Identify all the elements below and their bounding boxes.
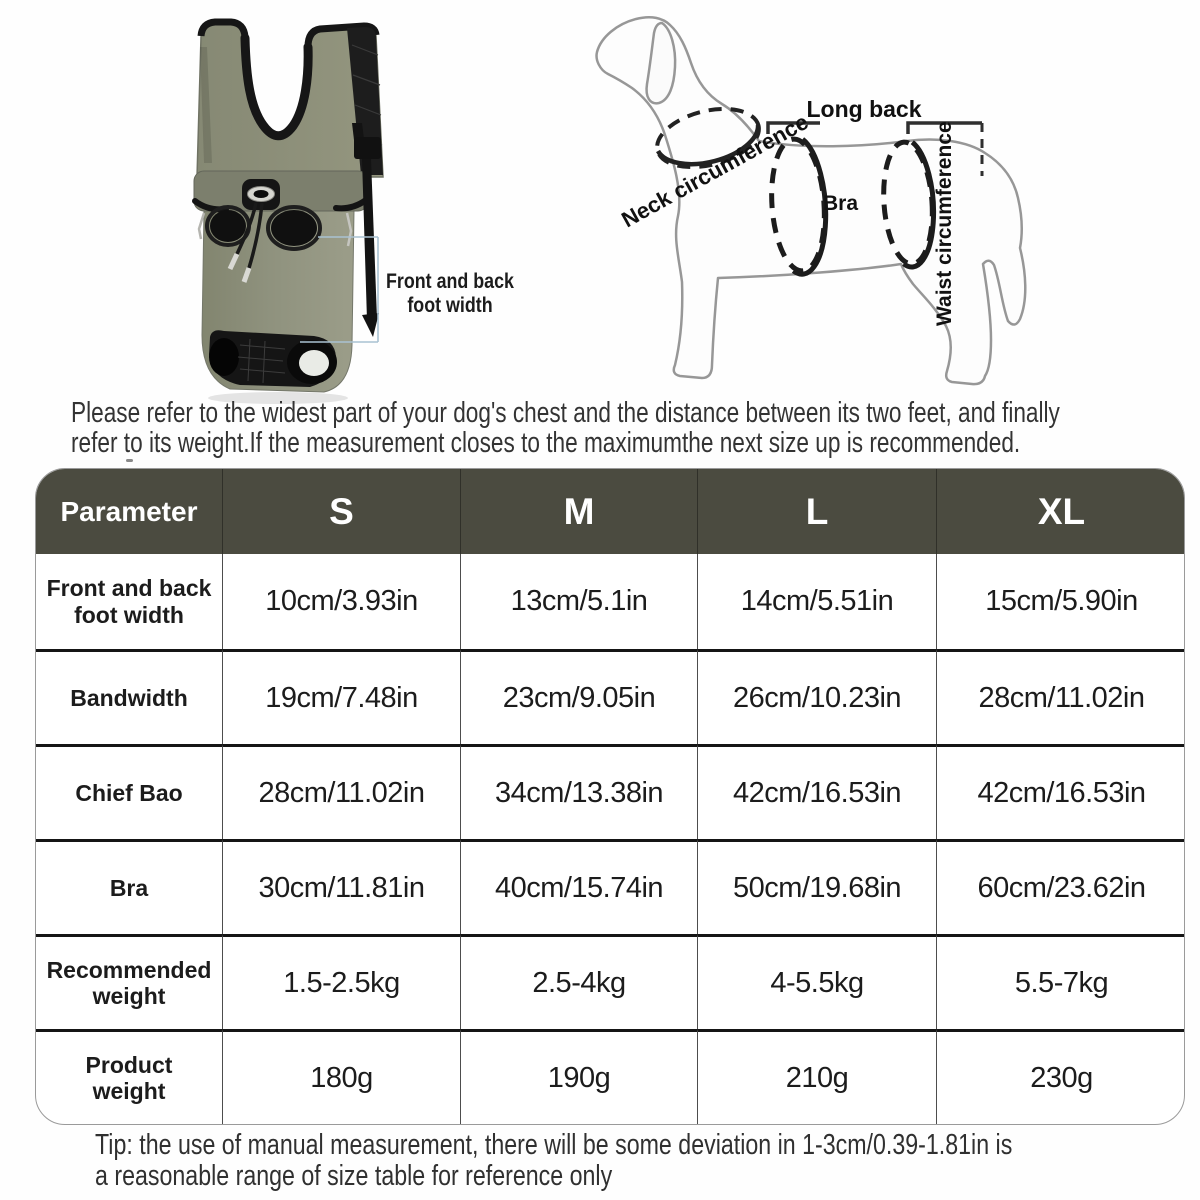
- foot-width-annotation: [372, 270, 528, 318]
- table-cell: 15cm/5.90in: [985, 585, 1138, 617]
- table-cell: 34cm/13.38in: [461, 744, 698, 839]
- table-cell: 23cm/9.05in: [461, 649, 698, 744]
- row-label: Front and back foot width: [36, 554, 223, 649]
- table-cell: 190g: [461, 1029, 698, 1124]
- table-cell: 40cm/15.74in: [461, 839, 698, 934]
- bag-bottom-mesh: [209, 330, 337, 387]
- tip-line2: a reasonable range of size table for reference only: [95, 1159, 613, 1192]
- table-header-size-s: S: [223, 469, 461, 554]
- long-back-label: Long back: [806, 96, 922, 122]
- row-label: Bra: [36, 839, 223, 934]
- size-table: [35, 468, 1185, 1125]
- table-header-size-m: M: [461, 469, 698, 554]
- table-cell: 30cm/11.81in: [223, 839, 461, 934]
- table-cell: 50cm/19.68in: [698, 839, 937, 934]
- foot-width-annotation-line2: foot width: [407, 294, 493, 318]
- row-label: Bandwidth: [36, 649, 223, 744]
- table-cell: 42cm/16.53in: [698, 744, 937, 839]
- row-label: Product weight: [36, 1029, 223, 1124]
- neck-circumference-label: Neck circumference: [617, 109, 813, 233]
- row-label: Recommended weight: [36, 934, 223, 1029]
- table-cell: 10cm/3.93in: [223, 554, 461, 649]
- table-cell: 28cm/11.02in: [223, 744, 461, 839]
- bag-belt-band: [194, 171, 368, 211]
- table-cell: 28cm/11.02in: [937, 649, 1185, 744]
- dog-measurement-diagram: [570, 10, 1060, 395]
- table-cell: 13cm/5.1in: [461, 554, 698, 649]
- table-header-parameter: Parameter: [36, 469, 223, 554]
- table-cell: 4-5.5kg: [698, 934, 937, 1029]
- table-cell: 180g: [223, 1029, 461, 1124]
- table-cell: 5.5-7kg: [937, 934, 1185, 1029]
- table-header-size-xl: XL: [937, 469, 1185, 554]
- intro-line1: Please refer to the widest part of your dog's chest and the distance between its two feet, and finally: [71, 397, 1060, 429]
- row-label: Chief Bao: [36, 744, 223, 839]
- table-cell: 14cm/5.51in: [698, 554, 937, 649]
- table-header-size-l: L: [698, 469, 937, 554]
- bra-label: Bra: [823, 192, 859, 215]
- foot-width-annotation-line1: Front and back: [386, 270, 514, 293]
- dog-carrier-backpack-photo: [100, 5, 530, 405]
- intro-text: [71, 399, 1200, 459]
- table-cell: 42cm/16.53in: [937, 744, 1185, 839]
- stray-mark: [126, 459, 133, 462]
- table-cell: 230g: [937, 1029, 1185, 1124]
- intro-line2: refer to its weight.If the measurement closes to the maximumthe next size up is recommended.: [71, 426, 1021, 459]
- waist-circumference-label: Waist circumference: [933, 121, 956, 326]
- table-cell: 2.5-4kg: [461, 934, 698, 1029]
- table-cell: 60cm/23.62in: [937, 839, 1185, 934]
- table-cell: 19cm/7.48in: [223, 649, 461, 744]
- table-cell: 1.5-2.5kg: [223, 934, 461, 1029]
- table-cell: 210g: [698, 1029, 937, 1124]
- tip-line1: Tip: the use of manual measurement, there will be some deviation in 1-3cm/0.39-1.81in is: [95, 1129, 1013, 1161]
- tip-text: [95, 1130, 1200, 1191]
- table-cell: 26cm/10.23in: [698, 649, 937, 744]
